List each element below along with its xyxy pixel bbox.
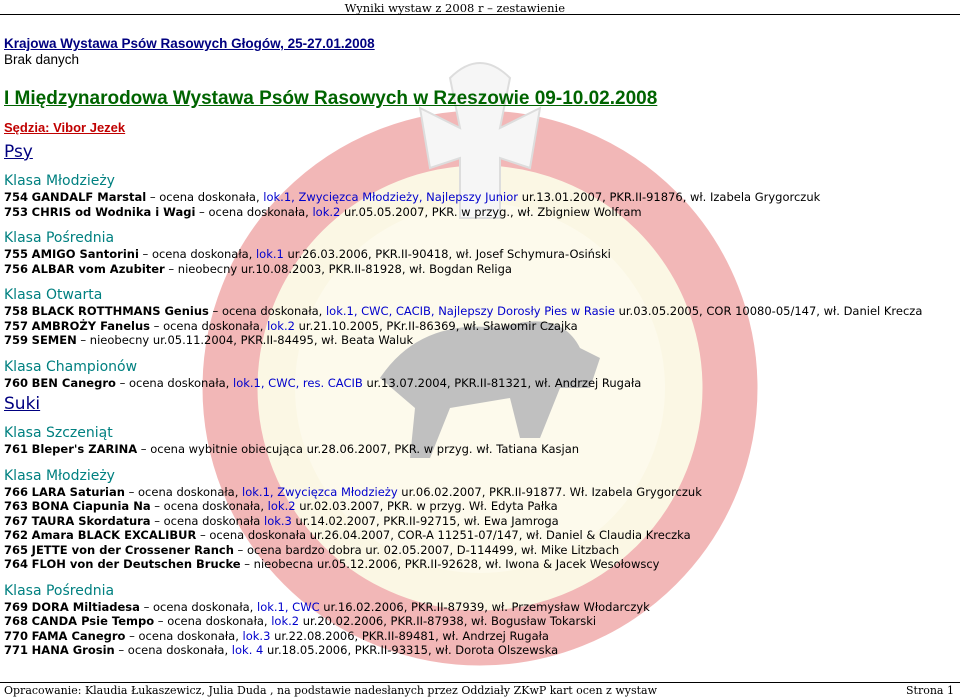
class-heading: Klasa Otwarta (4, 287, 103, 303)
header-rule (0, 14, 960, 15)
dog-details: ur.14.02.2007, PKR.II-92715, wł. Ewa Jamroga (295, 513, 559, 528)
result-row: 763 BONA Ciapunia Na – ocena doskonała, lok.2 ur.02.03.2007, PKR. w przyg. Wł. Edyta Pałka (4, 499, 558, 513)
dog-name: ALBAR vom Azubiter (31, 261, 165, 276)
catalog-number: 769 (4, 599, 29, 614)
judge-name: Sędzia: Vibor Jezek (4, 120, 126, 135)
dog-details: ur. 02.05.2007, D-114499, wł. Mike Litzbach (365, 542, 620, 557)
dog-name: Amara BLACK EXCALIBUR (31, 528, 197, 542)
footer-rule (0, 682, 960, 683)
class-heading: Klasa Pośrednia (4, 230, 115, 246)
dog-name: HANA Grosin (31, 643, 115, 657)
grade: ocena doskonała, (128, 375, 230, 390)
catalog-number: 763 (4, 499, 29, 513)
catalog-number: 758 (4, 304, 29, 318)
result-row: 767 TAURA Skordatura – ocena doskonała lok.3 ur.14.02.2007, PKR.II-92715, wł. Ewa Jamroga (4, 513, 559, 528)
dog-name: GANDALF Marstal (31, 190, 147, 204)
placement: lok.1 (255, 247, 284, 261)
grade: ocena doskonała, (221, 304, 323, 318)
placement: lok.3 (264, 513, 292, 528)
dog-details: ur.18.05.2006, PKR.II-93315, wł. Dorota Olszewska (266, 643, 559, 657)
class-heading: Klasa Młodzieży (4, 467, 115, 484)
dog-name: AMIGO Santorini (31, 247, 139, 261)
grade: ocena doskonała, (138, 484, 239, 499)
dog-details: ur.26.03.2006, PKR.II-90418, wł. Josef Schymura-Osiński (287, 247, 611, 261)
result-row: 766 LARA Saturian – ocena doskonała, lok.1, Zwycięzca Młodzieży ur.06.02.2007, PKR.II-91877. Wł. Izabela Grygorczuk (4, 484, 702, 499)
result-row: 762 Amara BLACK EXCALIBUR – ocena doskonała ur.26.04.2007, COR-A 11251-07/147, wł. Daniel & Claudia Kreczka (4, 528, 691, 542)
placement: lok.1, CWC, res. CACIB (233, 375, 363, 390)
result-row: 770 FAMA Canegro – ocena doskonała, lok.3 ur.22.08.2006, PKR.II-89481, wł. Andrzej Rugała (4, 628, 549, 643)
males-heading: Psy (4, 142, 33, 162)
catalog-number: 767 (4, 513, 29, 528)
result-row: 753 CHRIS od Wodnika i Wagi – ocena doskonała, lok.2 ur.05.05.2007, PKR. w przyg., wł. Zbigniew Wolfram (4, 204, 642, 219)
dog-details: ur.22.08.2006, PKR.II-89481, wł. Andrzej Rugała (274, 628, 549, 643)
grade: ocena doskonała, (208, 204, 309, 219)
result-row: 764 FLOH von der Deutschen Brucke – nieobecna ur.05.12.2006, PKR.II-92628, wł. Iwona & Jacek Wesołowscy (4, 557, 660, 571)
class-heading: Klasa Pośrednia (4, 582, 115, 599)
show2-title: I Międzynarodowa Wystawa Psów Rasowych w Rzeszowie 09-10.02.2008 (4, 88, 658, 109)
dog-name: Bleper's ZARINA (31, 442, 138, 456)
result-row: 765 JETTE von der Crossener Ranch – ocena bardzo dobra ur. 02.05.2007, D-114499, wł. Mike Litzbach (4, 542, 620, 557)
page-header: Wyniki wystaw z 2008 r – zestawienie (344, 1, 565, 15)
dog-name: FAMA Canegro (31, 628, 126, 643)
footer-credit: Opracowanie: Klaudia Łukaszewicz, Julia Duda , na podstawie nadesłanych przez Oddziały ZKwP kart ocen z wystaw (4, 684, 657, 697)
females-heading: Suki (4, 394, 41, 414)
dog-name: BLACK ROTTHMANS Genius (31, 304, 209, 318)
placement: lok.3 (242, 628, 271, 643)
result-row: 757 AMBROŻY Fanelus – ocena doskonała, lok.2 ur.21.10.2005, PKr.II-86369, wł. Sławomir Czajka (4, 318, 578, 333)
result-row: 760 BEN Canegro – ocena doskonała, lok.1, CWC, res. CACIB ur.13.07.2004, PKR.II-81321, wł. Andrzej Rugała (4, 375, 642, 390)
dog-details: ur.05.12.2006, PKR.II-92628, wł. Iwona & Jacek Wesołowscy (316, 557, 660, 571)
dog-name: CANDA Psie Tempo (31, 614, 155, 628)
catalog-number: 755 (4, 247, 29, 261)
females-results (4, 414, 960, 658)
dog-details: ur.05.05.2007, PKR. w przyg., wł. Zbigniew Wolfram (344, 204, 642, 219)
dog-details: ur.28.06.2007, PKR. w przyg. wł. Tatiana Kasjan (306, 442, 580, 456)
dog-name: DORA Miltiadesa (31, 599, 140, 614)
grade: nieobecny (177, 261, 238, 276)
catalog-number: 770 (4, 628, 29, 643)
page-number: Strona 1 (906, 684, 954, 697)
grade: ocena doskonała (209, 528, 307, 542)
dog-name: LARA Saturian (31, 484, 125, 499)
class-heading: Klasa Championów (4, 358, 138, 375)
catalog-number: 759 (4, 333, 29, 347)
dog-details: ur.21.10.2005, PKr.II-86369, wł. Sławomir Czajka (298, 318, 578, 333)
catalog-number: 754 (4, 190, 29, 204)
dog-details: ur.13.01.2007, PKR.II-91876, wł. Izabela Grygorczuk (521, 190, 821, 204)
dog-details: ur.13.07.2004, PKR.II-81321, wł. Andrzej Rugała (366, 375, 642, 390)
grade: nieobecny (89, 333, 150, 347)
dog-details: ur.02.03.2007, PKR. w przyg. Wł. Edyta Pałka (299, 499, 558, 513)
show1-note: Brak danych (4, 52, 80, 67)
result-row: 769 DORA Miltiadesa – ocena doskonała, lok.1, CWC ur.16.02.2006, PKR.II-87939, wł. Przemysław Włodarczyk (4, 599, 650, 614)
result-row: 768 CANDA Psie Tempo – ocena doskonała, lok.2 ur.20.02.2006, PKR.II-87938, wł. Bogusław Tokarski (4, 614, 597, 628)
grade: ocena doskonała (163, 513, 261, 528)
grade: ocena doskonała, (163, 318, 264, 333)
dog-name: AMBROŻY Fanelus (31, 318, 150, 333)
class-heading: Klasa Szczeniąt (4, 425, 113, 441)
catalog-number: 756 (4, 261, 29, 276)
catalog-number: 762 (4, 528, 29, 542)
dog-details: ur.10.08.2003, PKR.II-81928, wł. Bogdan Religa (240, 261, 512, 276)
placement: lok. 4 (231, 643, 264, 657)
result-row: 755 AMIGO Santorini – ocena doskonała, lok.1 ur.26.03.2006, PKR.II-90418, wł. Josef Schymura-Osiński (4, 247, 611, 261)
catalog-number: 765 (4, 542, 29, 557)
dog-details: ur.05.11.2004, PKR.II-84495, wł. Beata Waluk (152, 333, 414, 347)
result-row: 759 SEMEN – nieobecny ur.05.11.2004, PKR.II-84495, wł. Beata Waluk (4, 333, 414, 347)
placement: lok.2 (312, 204, 341, 219)
catalog-number: 764 (4, 557, 29, 571)
placement: lok.1, Zwycięzca Młodzieży (242, 484, 398, 499)
grade: nieobecna (253, 557, 314, 571)
grade: ocena doskonała, (152, 599, 254, 614)
dog-name: JETTE von der Crossener Ranch (31, 542, 234, 557)
dog-name: TAURA Skordatura (31, 513, 151, 528)
placement: lok.2 (271, 614, 300, 628)
catalog-number: 753 (4, 204, 29, 219)
dog-name: BEN Canegro (31, 375, 116, 390)
dog-details: ur.26.04.2007, COR-A 11251-07/147, wł. Daniel & Claudia Kreczka (309, 528, 691, 542)
result-row: 756 ALBAR vom Azubiter – nieobecny ur.10.08.2003, PKR.II-81928, wł. Bogdan Religa (4, 261, 512, 276)
dog-details: ur.03.05.2005, COR 10080-05/147, wł. Daniel Krecza (618, 304, 923, 318)
placement: lok.1, Zwycięzca Młodzieży, Najlepszy Junior (263, 190, 519, 204)
dog-details: ur.20.02.2006, PKR.II-87938, wł. Bogusław Tokarski (302, 614, 597, 628)
class-heading: Klasa Młodzieży (4, 173, 115, 189)
dog-name: BONA Ciapunia Na (31, 499, 151, 513)
placement: lok.1, CWC (257, 599, 320, 614)
result-row: 771 HANA Grosin – ocena doskonała, lok. 4 ur.18.05.2006, PKR.II-93315, wł. Dorota Olszewska (4, 643, 559, 657)
dog-details: ur.06.02.2007, PKR.II-91877. Wł. Izabela Grygorczuk (401, 484, 702, 499)
result-row: 758 BLACK ROTTHMANS Genius – ocena doskonała, lok.1, CWC, CACIB, Najlepszy Dorosły Pies w Rasie ur.03.05.2005, COR 10080-05/147, wł. Daniel Krecza (4, 304, 923, 318)
dog-name: SEMEN (31, 333, 77, 347)
grade: ocena doskonała, (138, 628, 239, 643)
grade: ocena doskonała, (167, 614, 268, 628)
catalog-number: 761 (4, 442, 29, 456)
catalog-number: 760 (4, 375, 29, 390)
placement: lok.2 (267, 318, 295, 333)
show1-title: Krajowa Wystawa Psów Rasowych Głogów, 25-27.01.2008 (4, 36, 375, 51)
catalog-number: 766 (4, 484, 29, 499)
grade: ocena bardzo dobra (246, 542, 362, 557)
placement: lok.1, CWC, CACIB, Najlepszy Dorosły Pies w Rasie (325, 304, 615, 318)
grade: ocena doskonała, (151, 247, 253, 261)
catalog-number: 757 (4, 318, 29, 333)
placement: lok.2 (267, 499, 296, 513)
result-row: 761 Bleper's ZARINA – ocena wybitnie obiecująca ur.28.06.2007, PKR. w przyg. wł. Tatiana Kasjan (4, 442, 580, 456)
dog-name: CHRIS od Wodnika i Wagi (31, 204, 196, 219)
grade: ocena wybitnie obiecująca (150, 442, 303, 456)
catalog-number: 771 (4, 643, 29, 657)
males-results (4, 162, 960, 390)
dog-details: ur.16.02.2006, PKR.II-87939, wł. Przemysław Włodarczyk (323, 599, 650, 614)
document-body (4, 36, 960, 658)
grade: ocena doskonała, (163, 499, 265, 513)
result-row: 754 GANDALF Marstal – ocena doskonała, lok.1, Zwycięzca Młodzieży, Najlepszy Junior ur.13.01.2007, PKR.II-91876, wł. Izabela Grygorczuk (4, 190, 821, 204)
grade: ocena doskonała, (159, 190, 260, 204)
grade: ocena doskonała, (127, 643, 229, 657)
dog-name: FLOH von der Deutschen Brucke (31, 557, 241, 571)
catalog-number: 768 (4, 614, 29, 628)
